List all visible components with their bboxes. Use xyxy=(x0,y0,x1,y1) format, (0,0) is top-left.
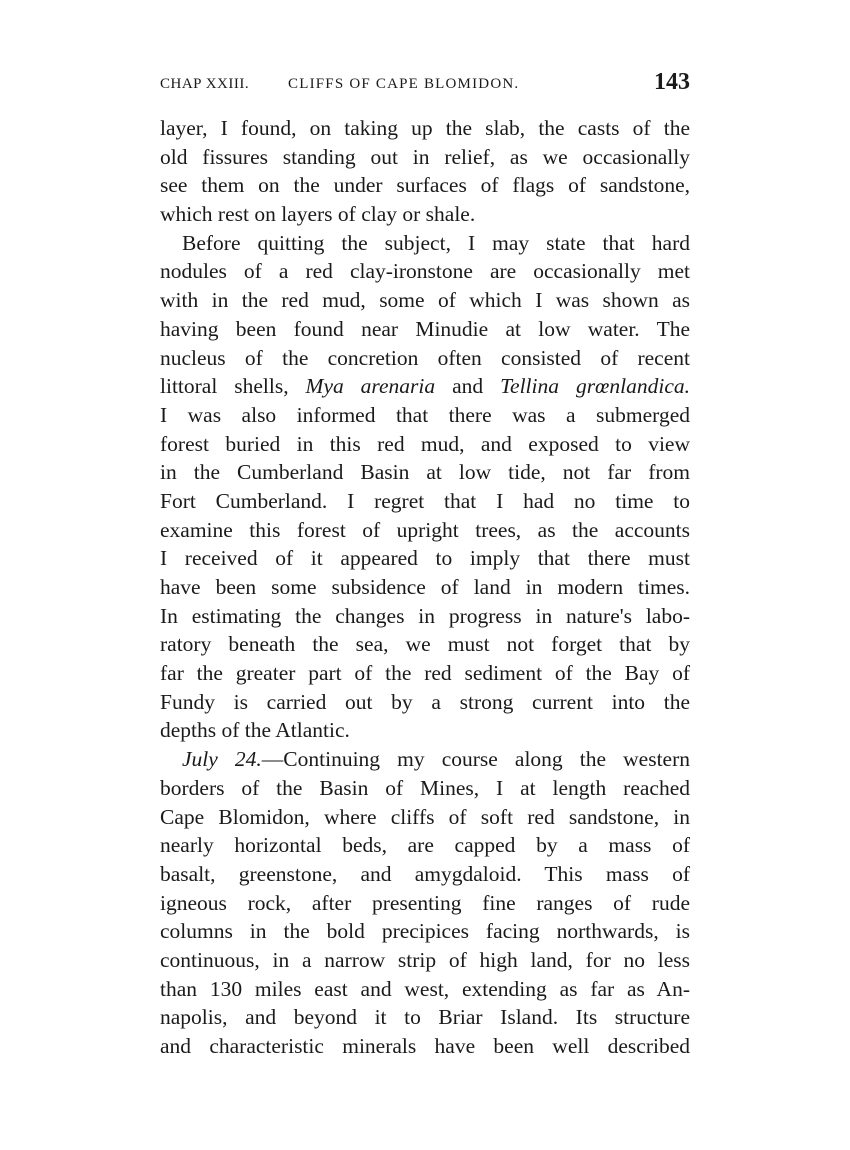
date-label: July 24. xyxy=(182,747,262,772)
species-name: Tellina grœnlandica. xyxy=(500,374,691,399)
text-line: I was also informed that there was a submerged xyxy=(160,402,690,427)
running-header xyxy=(160,68,690,102)
text-line: borders of the Basin of Mines, I at length reached xyxy=(160,775,690,800)
text-line: layer, I found, on taking up the slab, the casts of the xyxy=(160,116,690,140)
text-line-mixed xyxy=(160,372,690,401)
text-line: continuous, in a narrow strip of high land, for no less xyxy=(160,947,690,972)
text-line: nucleus of the concretion often consisted of recent xyxy=(160,345,690,370)
text-fragment: littoral shells, xyxy=(160,374,289,399)
text-fragment: —Continuing my course along the western xyxy=(261,747,690,772)
text-line: Before quitting the subject, I may state that hard xyxy=(182,230,690,255)
text-line: Fort Cumberland. I regret that I had no time to xyxy=(160,488,690,513)
text-line: far the greater part of the red sediment of the Bay of xyxy=(160,661,690,686)
text-fragment: and xyxy=(452,374,484,399)
running-title: CLIFFS OF CAPE BLOMIDON. xyxy=(288,76,520,92)
text-line: depths of the Atlantic. xyxy=(160,718,350,743)
text-line: see them on the under surfaces of flags of sandstone, xyxy=(160,173,690,198)
body-text xyxy=(160,114,690,1061)
text-line: basalt, greenstone, and amygdaloid. This mass of xyxy=(160,861,690,886)
text-line: Cape Blomidon, where cliffs of soft red sandstone, in xyxy=(160,804,690,829)
text-line: old fissures standing out in relief, as we occasionally xyxy=(160,144,690,169)
text-line: nearly horizontal beds, are capped by a mass of xyxy=(160,833,690,858)
text-line: having been found near Minudie at low water. The xyxy=(160,316,690,341)
text-line: examine this forest of upright trees, as the accounts xyxy=(160,517,690,542)
text-line: in the Cumberland Basin at low tide, not far from xyxy=(160,460,690,485)
text-line: forest buried in this red mud, and exposed to view xyxy=(160,431,690,456)
text-line: than 130 miles east and west, extending as far as An- xyxy=(160,976,690,1001)
species-name: Mya arenaria xyxy=(305,374,436,399)
text-line-mixed xyxy=(160,745,690,774)
text-line: which rest on layers of clay or shale. xyxy=(160,202,476,227)
page-number: 143 xyxy=(654,69,690,95)
text-line: napolis, and beyond it to Briar Island. Its structure xyxy=(160,1005,690,1030)
text-line: igneous rock, after presenting fine ranges of rude xyxy=(160,890,690,915)
text-line: columns in the bold precipices facing northwards, is xyxy=(160,919,690,944)
text-line: have been some subsidence of land in modern times. xyxy=(160,575,690,599)
text-line: and characteristic minerals have been well described xyxy=(160,1034,690,1058)
text-line: I received of it appeared to imply that there must xyxy=(160,546,690,571)
text-line: nodules of a red clay-ironstone are occasionally met xyxy=(160,259,690,284)
chapter-label: CHAP XXIII. xyxy=(160,76,250,92)
text-line: In estimating the changes in progress in nature's labo- xyxy=(160,603,690,628)
text-line: Fundy is carried out by a strong current into the xyxy=(160,689,690,714)
text-line: with in the red mud, some of which I was shown as xyxy=(160,288,690,313)
text-line: ratory beneath the sea, we must not forget that by xyxy=(160,632,690,657)
